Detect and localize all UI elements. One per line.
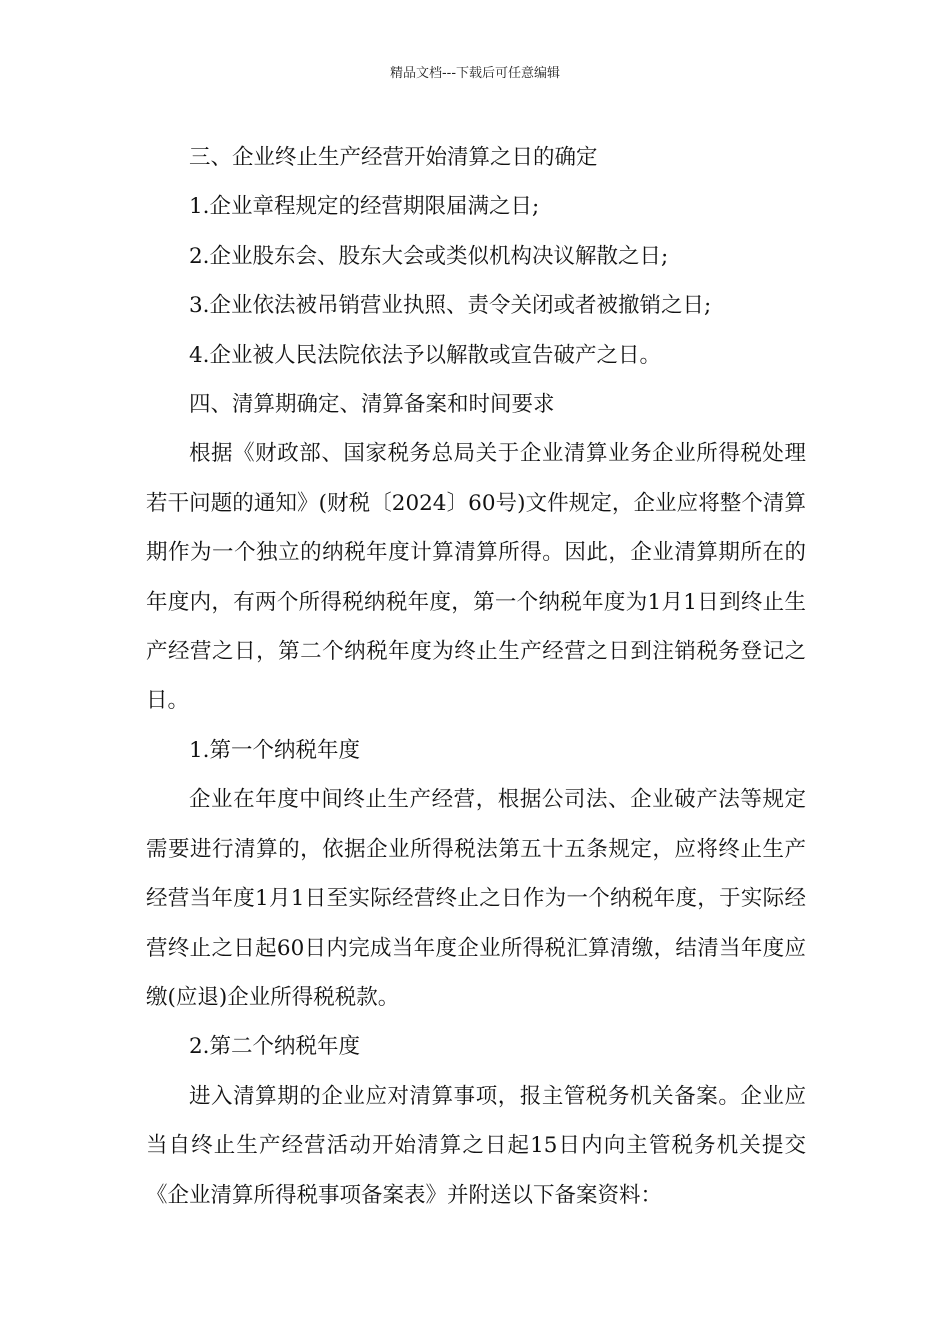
- paragraph-first-tax-year: 企业在年度中间终止生产经营，根据公司法、企业破产法等规定需要进行清算的，依据企业所得税法第五十五条规定，应将终止生产经营当年度1月1日至实际经营终止之日作为一个纳税年度，于实际经营终止之日起60日内完成当年度企业所得税汇算清缴，结清当年度应缴(应退)企业所得税税款。: [146, 787, 806, 1010]
- section-heading-4: 四、清算期确定、清算备案和时间要求: [189, 392, 555, 418]
- section-heading-3: 三、企业终止生产经营开始清算之日的确定: [189, 145, 598, 170]
- list-item-3: 3.企业依法被吊销营业执照、责令关闭或者被撤销之日;: [189, 293, 712, 319]
- paragraph-clearing-period: 根据《财政部、国家税务总局关于企业清算业务企业所得税处理若干问题的通知》(财税〔2024〕60号)文件规定，企业应将整个清算期作为一个独立的纳税年度计算清算所得。因此，企业清算期所在的年度内，有两个所得税纳税年度，第一个纳税年度为1月1日到终止生产经营之日，第二个纳税年度为终止生产经营之日到注销税务登记之日。: [146, 441, 806, 714]
- paragraph-second-tax-year: 进入清算期的企业应对清算事项，报主管税务机关备案。企业应当自终止生产经营活动开始清算之日起15日内向主管税务机关提交《企业清算所得税事项备案表》并附送以下备案资料：: [146, 1083, 806, 1208]
- subheading-first-tax-year: 1.第一个纳税年度: [189, 737, 361, 763]
- list-item-1: 1.企业章程规定的经营期限届满之日;: [189, 194, 540, 220]
- list-item-2: 2.企业股东会、股东大会或类似机构决议解散之日;: [189, 243, 669, 269]
- page-header: 精品文档---下载后可任意编辑: [389, 66, 561, 81]
- document-body: [146, 133, 806, 1220]
- subheading-second-tax-year: 2.第二个纳税年度: [189, 1034, 361, 1060]
- list-item-4: 4.企业被人民法院依法予以解散或宣告破产之日。: [189, 342, 662, 368]
